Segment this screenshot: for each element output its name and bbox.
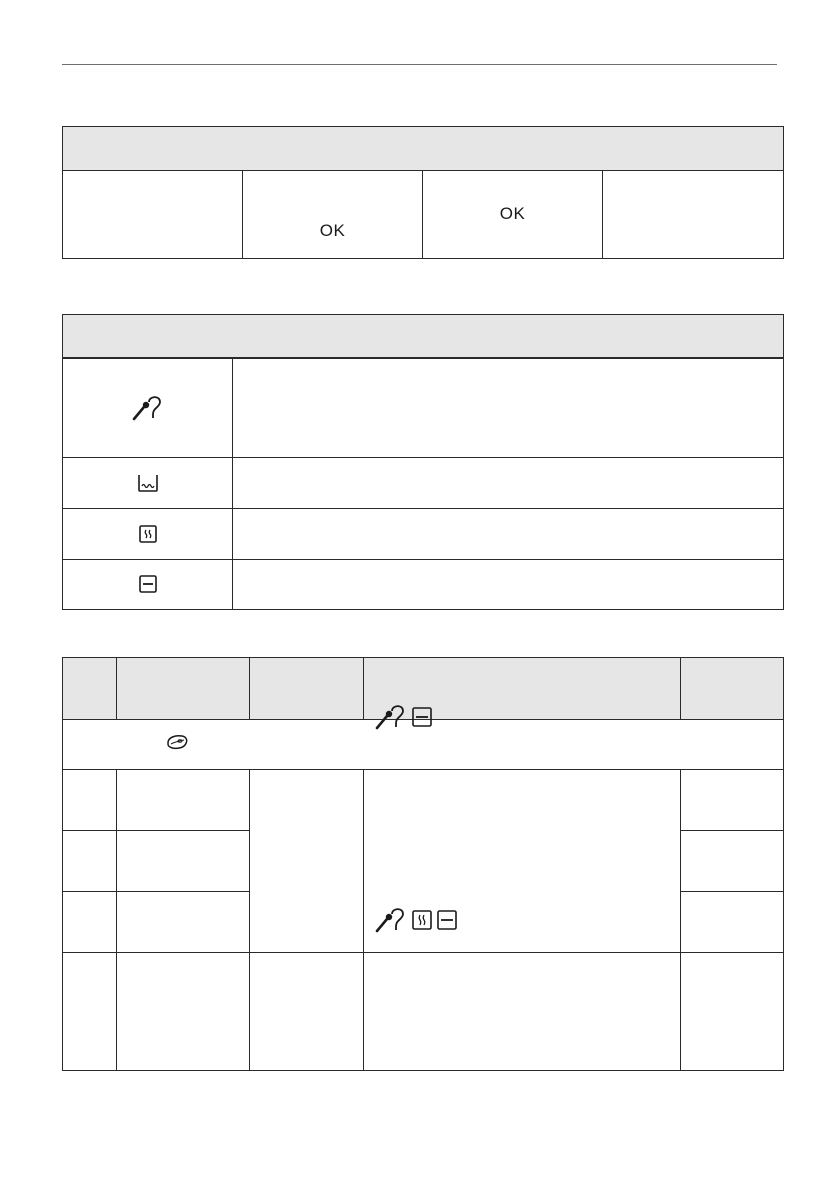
table-cell	[63, 892, 117, 953]
header-rule	[62, 64, 777, 65]
table-cell	[364, 953, 681, 1071]
table-cell	[250, 953, 364, 1071]
table-cell	[681, 770, 784, 831]
column-header	[117, 658, 250, 720]
table-header	[63, 315, 784, 359]
table-cell	[63, 953, 117, 1071]
symbol-description	[233, 559, 784, 609]
function-icons	[374, 905, 458, 935]
symbol-cell	[63, 358, 233, 457]
table-cell	[117, 831, 250, 892]
table-cell	[250, 770, 364, 953]
table-cell	[63, 831, 117, 892]
control-sequence-table	[62, 126, 784, 259]
minus-box-icon	[137, 573, 159, 595]
minus-box-icon	[436, 909, 458, 931]
table-cell	[681, 953, 784, 1071]
step-cell-2	[243, 171, 423, 259]
symbol-cell	[63, 559, 233, 609]
table-header	[63, 127, 784, 171]
symbol-cell	[63, 457, 233, 508]
table-cell	[63, 770, 117, 831]
table-cell	[681, 892, 784, 953]
steam-heating-icon	[411, 909, 433, 931]
step-cell-4	[603, 171, 784, 259]
symbol-description	[233, 358, 784, 457]
water-tray-icon	[135, 472, 161, 494]
symbol-description	[233, 508, 784, 559]
cooking-programs-table	[62, 657, 784, 1071]
function-icons	[374, 702, 433, 732]
symbol-cell	[63, 508, 233, 559]
column-header	[63, 658, 117, 720]
ok-key-label: OK	[499, 204, 526, 223]
symbols-table	[62, 314, 784, 610]
table-cell	[117, 770, 250, 831]
steam-heating-icon	[137, 523, 159, 545]
meat-steak-icon	[165, 733, 189, 751]
minus-box-icon	[411, 706, 433, 728]
column-header	[250, 658, 364, 720]
step-cell-1	[63, 171, 243, 259]
meat-probe-icon	[374, 702, 408, 732]
column-header	[681, 658, 784, 720]
ok-key-label: OK	[319, 221, 346, 240]
step-cell-3	[423, 171, 603, 259]
meat-probe-icon	[131, 393, 165, 423]
table-cell	[681, 831, 784, 892]
table-cell	[117, 953, 250, 1071]
symbol-description	[233, 457, 784, 508]
meat-probe-icon	[374, 905, 408, 935]
table-cell	[117, 892, 250, 953]
